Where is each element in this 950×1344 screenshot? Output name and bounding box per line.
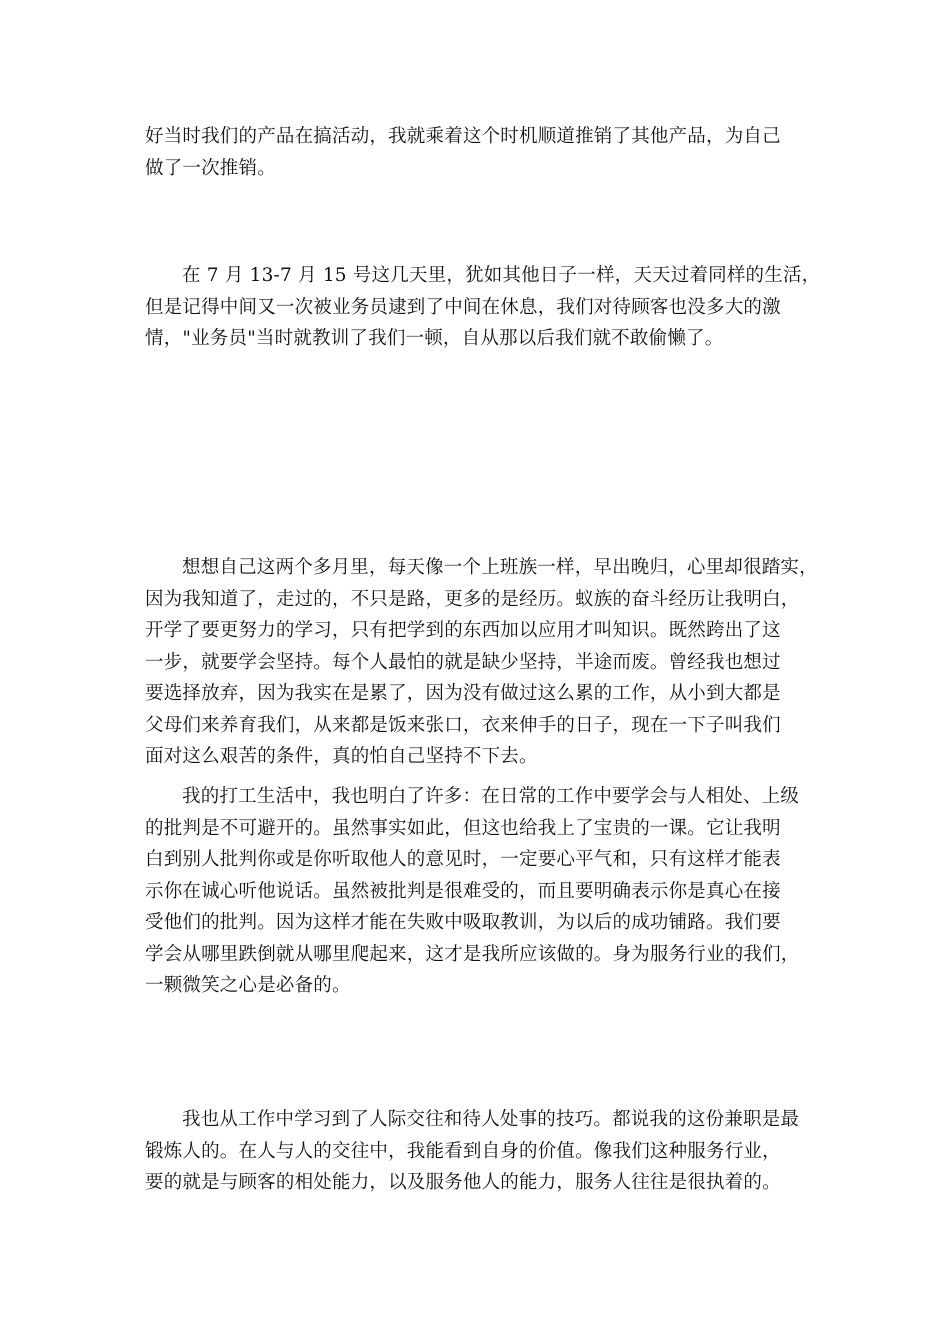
paragraph-reflection: 想想自己这两个多月里，每天像一个上班族一样，早出晚归，心里却很踏实， 因为我知道了，走过的，不只是路，更多的是经历。蚁族的奋斗经历让我明白， 开学了要更努力的学习，只有把学到的东西加以应用才叫知识。既然跨出了这 一步，就要学会坚持。每个人最怕的就是缺少坚持，半途而废。曾经我也想过 要选择放弃，因为我实在是累了，因为没有做过这么累的工作，从小到大都是 父母们来养育我们，从来都是饭来张口，衣来伸手的日子，现在一下子叫我们 面对这么艰苦的条件，真的怕自己坚持不下去。 [145, 557, 818, 767]
paragraph-work-lessons: 我的打工生活中，我也明白了许多：在日常的工作中要学会与人相处、上级 的批判是不可避开的。虽然事实如此，但这也给我上了宝贵的一课。它让我明 白到别人批判你或是你听取他人的意见时，一定要心平气和，只有这样才能表 示你在诚心听他说话。虽然被批判是很难受的，而且要明确表示你是真心在接 受他们的批判。因为这样才能在失败中吸取教训，为以后的成功铺路。我们要 学会从哪里跌倒就从哪里爬起来，这才是我所应该做的。身为服务行业的我们， 一颗微笑之心是必备的。 [145, 786, 800, 996]
paragraph-july-days: 在 7 月 13-7 月 15 号这几天里，犹如其他日子一样，天天过着同样的生活， 但是记得中间又一次被业务员逮到了中间在休息，我们对待顾客也没多大的激 情，"业务员"当时就教训了我们一顿，自从那以后我们就不敢偷懒了。 [145, 265, 821, 349]
paragraph-social-skills: 我也从工作中学习到了人际交往和待人处事的技巧。都说我的这份兼职是最 锻炼人的。在人与人的交往中，我能看到自身的价值。像我们这种服务行业， 要的就是与顾客的相处能力，以及服务他人的能力，服务人往往是很执着的。 [145, 1109, 800, 1193]
paragraph-continuation: 好当时我们的产品在搞活动，我就乘着这个时机顺道推销了其他产品，为自己 做了一次推销。 [145, 126, 781, 179]
